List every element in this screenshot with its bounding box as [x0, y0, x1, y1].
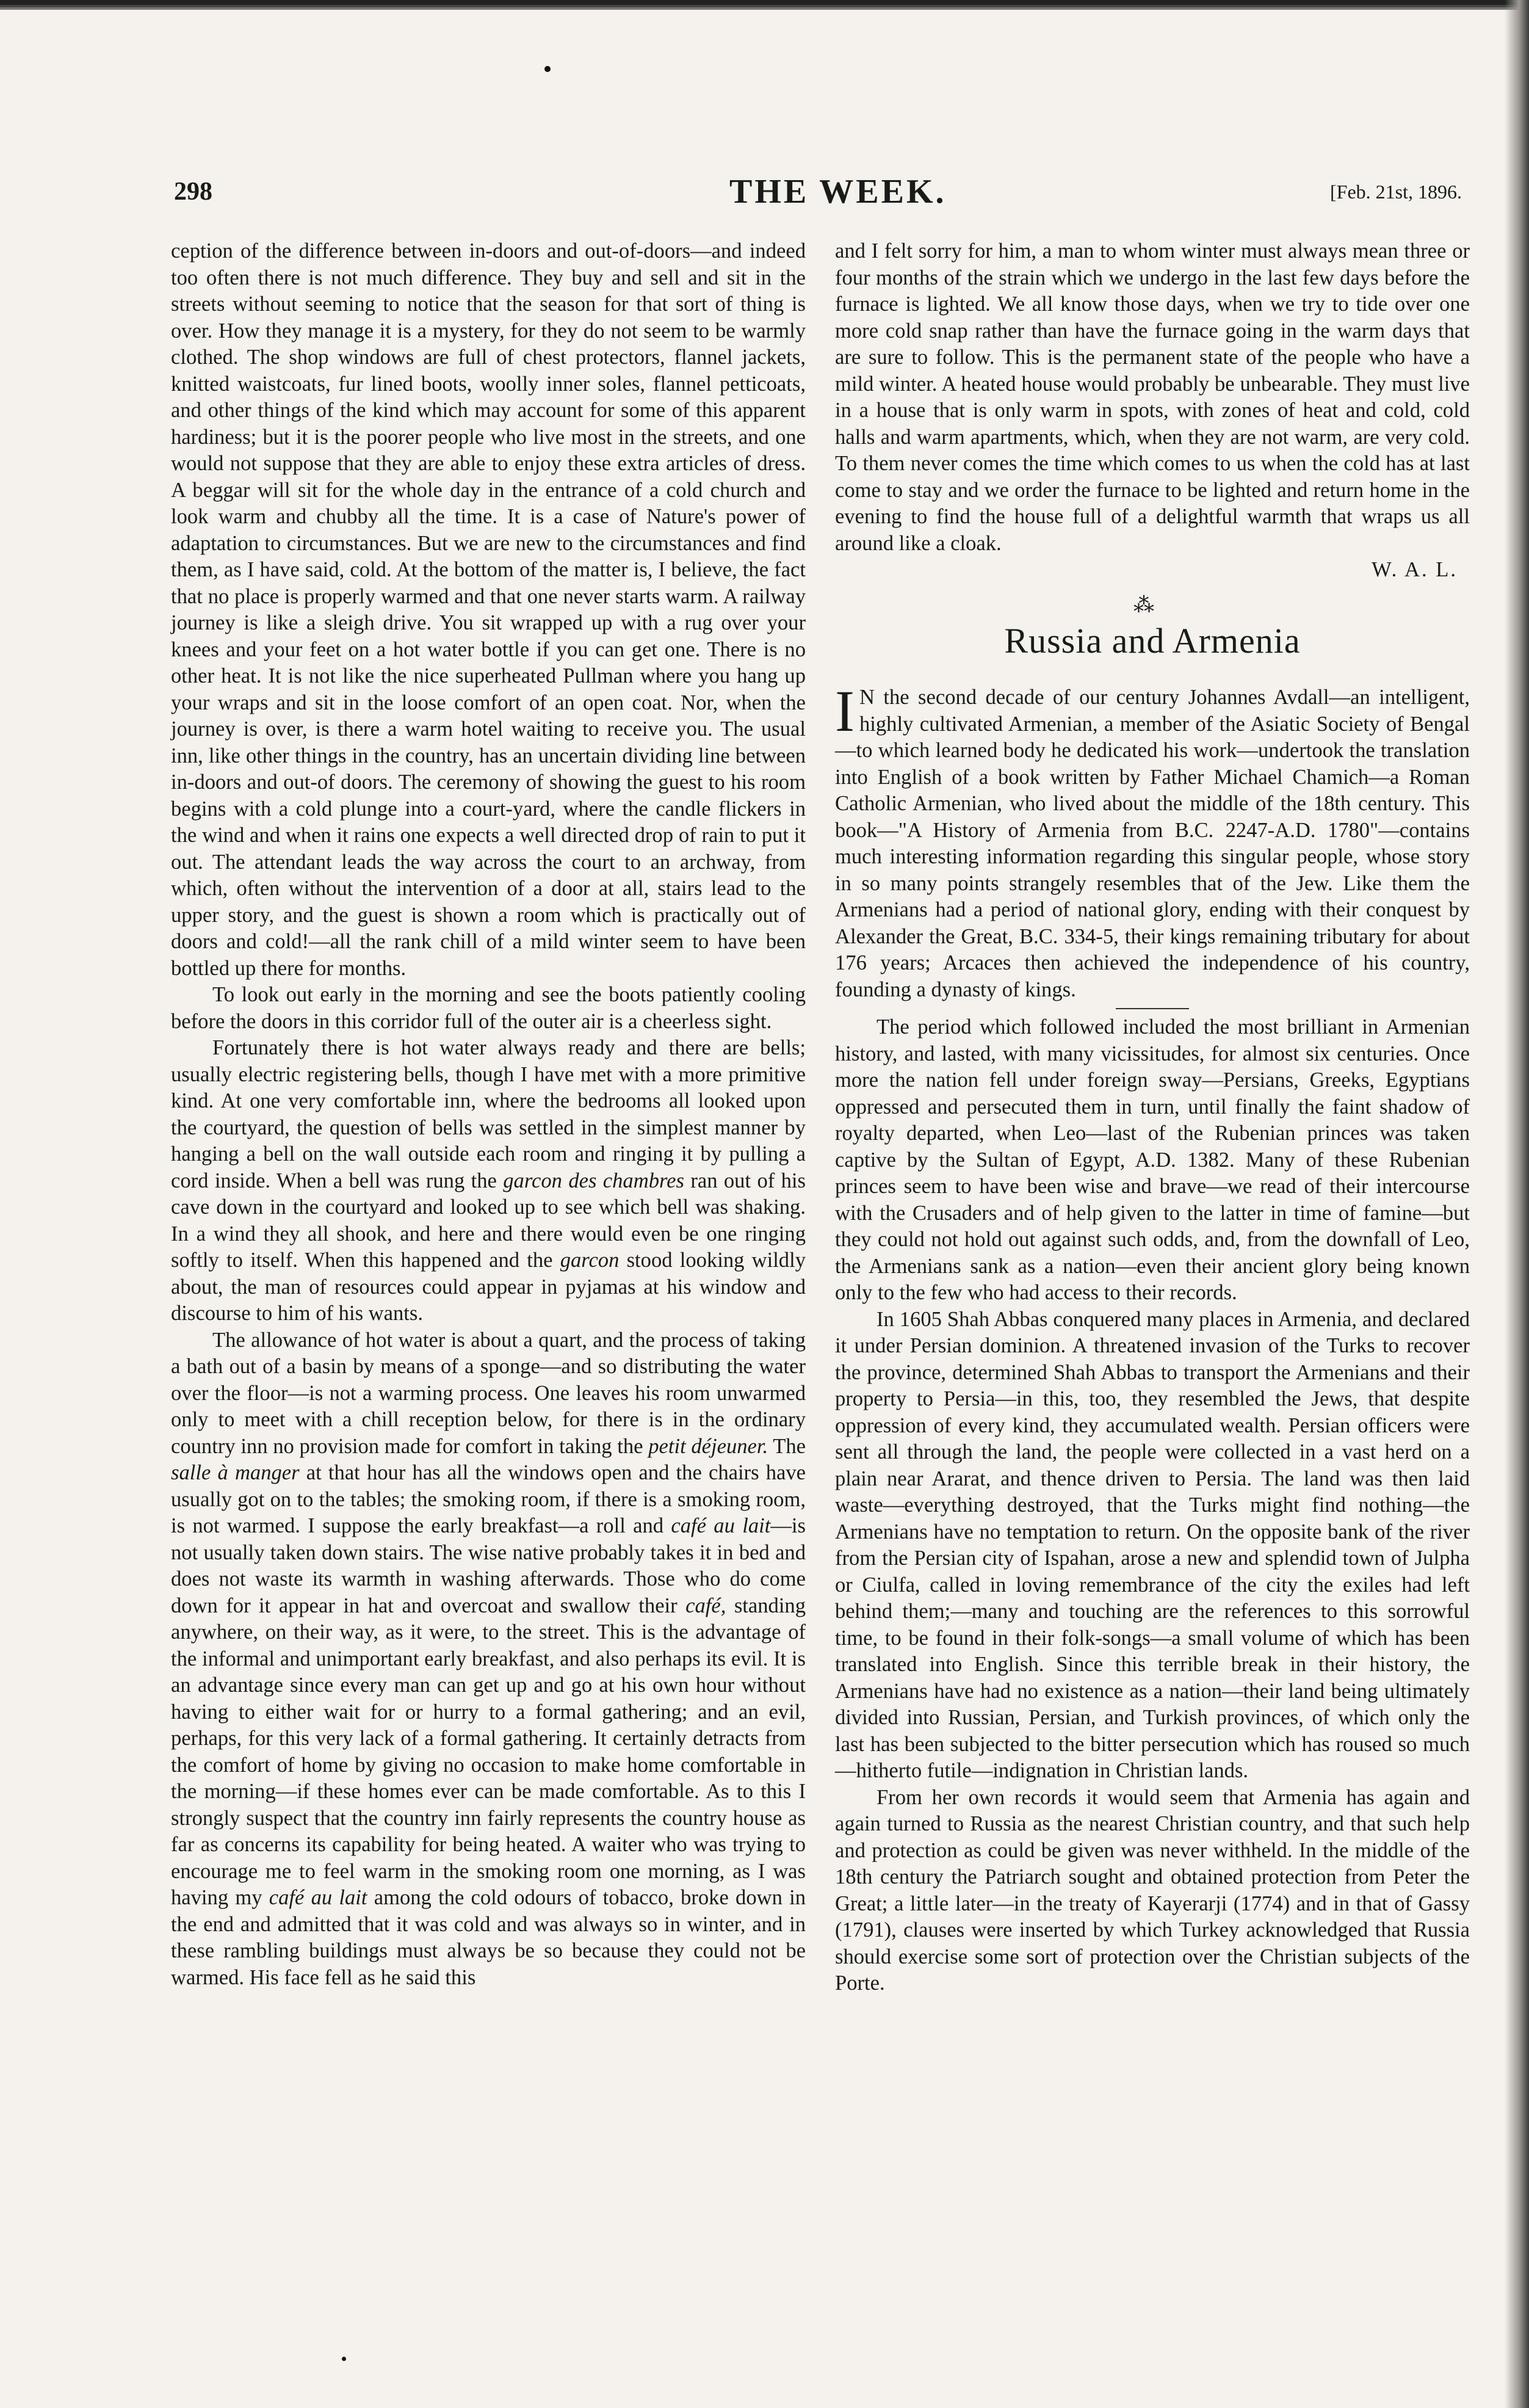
- divider: [1116, 1008, 1189, 1009]
- paragraph: [171, 1035, 806, 1327]
- italic-text: café au lait: [671, 1514, 771, 1537]
- italic-text: café,: [685, 1594, 726, 1617]
- paragraph: [171, 1327, 806, 1992]
- issue-date: [Feb. 21st, 1896.: [1330, 181, 1462, 203]
- paragraph: To look out early in the morning and see the boots patiently cooling before the doors in this corridor full of the outer air is a cheerless sight.: [171, 983, 806, 1033]
- author-signature: [835, 557, 1470, 584]
- section-ornament: ⁂: [1133, 593, 1171, 617]
- paragraph: [835, 678, 1470, 1003]
- paragraph: From her own records it would seem that Armenia has again and again turned to Russia as the nearest Christian country, and that such help and protection as could be given was never withheld. In the middle of the 18th century the Patriarch sought and obtained protection from Peter the Great; a little later—in the treaty of Kayerarji (1774) and in that of Gassy (1791), clauses were inserted by which Turkey acknowledged that Russia should exercise some sort of protection over the Christian subjects of the Porte.: [835, 1785, 1470, 1995]
- drop-cap: I: [835, 678, 855, 744]
- italic-text: garcon des chambres: [503, 1169, 684, 1192]
- text-run: The: [768, 1434, 806, 1458]
- text-run: Fortunately there is hot water always ready and there are bells; usually electric registering bells, though I have met with a more primitive kind. At one very comfortable inn, where the bedrooms all looked upon the courtyard, the question of bells was settled in the simplest manner by hanging a bell on the wall outside each room and ringing it by pulling a cord inside. When a bell was rung the: [171, 1036, 806, 1192]
- page-header: [174, 173, 1462, 214]
- left-column: [171, 238, 806, 1991]
- right-column: [835, 238, 1470, 1997]
- paragraph: ception of the difference between in-doors and out-of-doors—and indeed too often there is not much difference. They buy and sell and sit in the streets without seeming to notice that the season for that sort of thing is over. How they manage it is a mystery, for they do not seem to be warmly clothed. The shop windows are full of chest protectors, flannel jackets, knitted waistcoats, fur lined boots, woolly inner soles, flannel petticoats, and other things of the kind which may account for some of this apparent hardiness; but it is the poorer people who live most in the streets, and one would not suppose that they are able to enjoy these extra articles of dress. A beggar will sit for the whole day in the entrance of a cold church and look warm and chubby all the time. It is a case of Nature's power of adaptation to circumstances. But we are new to the circumstances and find them, as I have said, cold. At the bottom of the matter is, I believe, the fact that no place is properly warmed and that one never starts warm. A railway journey is like a sleigh drive. You sit wrapped up with a rug over your knees and your feet on a hot water bottle if you can get one. There is no other heat. It is not like the nice superheated Pullman where you hang up your wraps and sit in the loose comfort of an open coat. Nor, when the journey is over, is there a warm hotel waiting to receive you. The usual inn, like other things in the country, has an uncertain dividing line between in-doors and out-of doors. The ceremony of showing the guest to his room begins with a cold plunge into a court-yard, where the candle flickers in the wind and when it rains one expects a well directed drop of rain to put it out. The attendant leads the way across the court to an archway, from which, often without the intervention of a door at all, stairs lead to the upper story, and the guest is shown a room which is practically out of doors and cold!—all the rank chill of a mild winter seem to have been bottled up there for months.: [171, 239, 806, 980]
- text-run: standing anywhere, on their way, as it were, to the street. This is the advantage of the informal and unimportant early breakfast, and also perhaps its evil. It is an advantage since every man can get up and go at his own hour without having to either wait for or hurry to a formal gathering; and an evil, perhaps, for this very lack of a formal gathering. It certainly detracts from the comfort of home by giving no occasion to make home comfortable in the morning—if these homes ever can be made comfortable. As to this I strongly suspect that the country inn fairly represents the country house as far as concerns its capability for being heated. A waiter who was trying to encourage me to feel warm in the smoking room one morning, as I was having my: [171, 1594, 806, 1909]
- ink-speck: [544, 66, 551, 72]
- paragraph: The period which followed included the most brilliant in Armenian history, and lasted, with many vicissitudes, for almost six centuries. Once more the nation fell under foreign sway—Persians, Greeks, Egyptians oppressed and persecuted them in turn, until finally the faint shadow of royalty departed, when Leo—last of the Rubenian princes was taken captive by the Sultan of Egypt, A.D. 1382. Many of these Rubenian princes seem to have been wise and brave—we read of their intercourse with the Crusaders and of help given to the latter in time of famine—but they could not hold out against such odds, and, from the downfall of Leo, the Armenians sank as a nation—even their ancient glory being known only to the few who had access to their records.: [835, 1015, 1470, 1304]
- page-top-edge: [0, 0, 1529, 17]
- italic-text: petit déjeuner.: [648, 1434, 768, 1458]
- text-run: at that hour has all the windows open and the chairs have usually got on to the tables; the smoking room, if there is a smoking room, is not warmed. I suppose the early breakfast—a roll and: [171, 1461, 806, 1537]
- page-binding-edge: [1505, 0, 1529, 2408]
- italic-text: garcon: [560, 1249, 620, 1272]
- italic-text: salle à manger: [171, 1461, 300, 1484]
- italic-text: café au lait: [269, 1886, 367, 1909]
- text-run: ran out of his cave down in the courtyard and looked up to see which bell was shaking. In a wind they all shook, and here and there would even be one ringing softly to itself. When this happened and the: [171, 1169, 806, 1272]
- text-run: —is not usually taken down stairs. The wise native probably takes it in bed and does not waste its warmth in washing afterwards. Those who do come down for it appear in hat and overcoat and swallow their: [171, 1514, 806, 1617]
- paragraph: In 1605 Shah Abbas conquered many places in Armenia, and declared it under Persian dominion. A threatened invasion of the Turks to recover the province, determined Shah Abbas to transport the Armenians and their property to Persia—in this, too, they resembled the Jews, that despite oppression of every kind, they accumulated wealth. Persian officers were sent all through the land, the people were collected in a vast herd on a plain near Ararat, and thence driven to Persia. The land was then laid waste—everything destroyed, that the Turks might find nothing—the Armenians have no temptation to return. On the opposite bank of the river from the Persian city of Ispahan, arose a new and splendid town of Julpha or Ciulfa, called in loving remembrance of the city the exiles had left behind them;—many and touching are the references to this sorrowful time, to be found in their folk-songs—a small volume of which has been translated into English. Since this terrible break in their history, the Armenians have had no existence as a nation—their land being ultimately divided into Russian, Persian, and Turkish provinces, of which only the last has been subjected to the bitter persecution which has roused so much—hitherto futile—indignation in Christian lands.: [835, 1307, 1470, 1782]
- text-run: The allowance of hot water is about a quart, and the process of taking a bath out of a basin by means of a sponge—and so distributing the water over the floor—is not a warming process. One leaves his room unwarmed only to meet with a chill reception below, for there is in the ordinary country inn no provision made for comfort in taking the: [171, 1328, 806, 1458]
- text-run: stood looking wildly about, the man of resources could appear in pyjamas at his window and discourse to him of his wants.: [171, 1249, 806, 1325]
- signature-text: W. A. L.: [1372, 558, 1458, 581]
- publication-title: THE WEEK.: [729, 173, 947, 211]
- text-run: N the second decade of our century Johannes Avdall—an intelligent, highly cultivated Armenian, a member of the Asiatic Society of Bengal—to which learned body he dedicated his work—undertook the translation into English of a book written by Father Michael Chamich—a Roman Catholic Armenian, who lived about the middle of the 18th century. This book—"A History of Armenia from B.C. 2247-A.D. 1780"—contains much interesting information regarding this singular people, whose story in so many points strangely resembles that of the Jew. Like them the Armenians had a period of national glory, ending with their conquest by Alexander the Great, B.C. 334-5, their kings remaining tributary for about 176 years; Arcaces then achieved the independence of his country, founding a dynasty of kings.: [835, 686, 1470, 1001]
- page-number: 298: [174, 178, 212, 206]
- text-run: among the cold odours of tobacco, broke down in the end and admitted that it was cold and was always so in winter, and in these rambling buildings must always be so because they could not be warmed. His face fell as he said this: [171, 1886, 806, 1989]
- article-title: Russia and Armenia: [1004, 621, 1301, 661]
- paragraph: and I felt sorry for him, a man to whom winter must always mean three or four months of the strain which we undergo in the last few days before the furnace is lighted. We all know those days, when we try to tide over one more cold snap rather than have the furnace going in the warm days that are sure to follow. This is the permanent state of the people who have a mild winter. A heated house would probably be unbearable. They must live in a house that is only warm in spots, with zones of heat and cold, cold halls and warm apartments, which, when they are not warm, are very cold. To them never comes the time which comes to us when the cold has at last come to stay and we order the furnace to be lighted and return home in the evening to find the house full of a delightful warmth that wraps us all around like a cloak.: [835, 239, 1470, 555]
- ink-speck: [342, 2357, 346, 2361]
